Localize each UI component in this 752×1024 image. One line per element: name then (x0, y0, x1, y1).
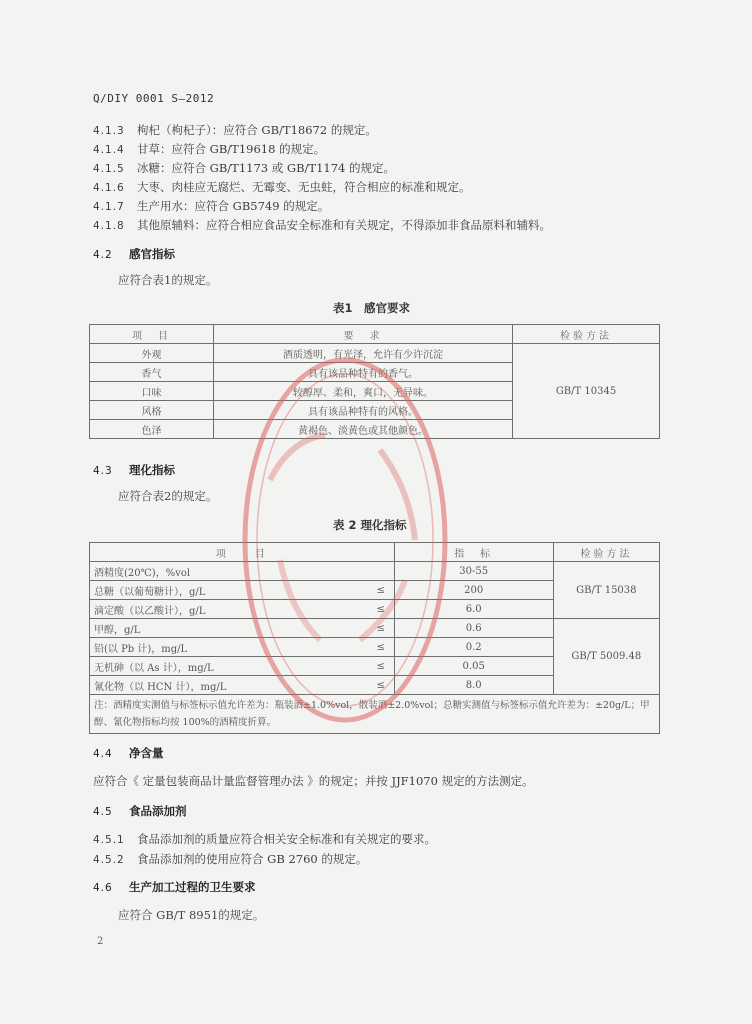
table2-note: 注：酒精度实测值与标签标示值允许差为：瓶装酒±1.0%vol，散装酒±2.0%vol；总糖实测值与标签标示值允许差为：±20g/L；甲醇、氰化物指标均按 100%的酒精度折算。 (90, 695, 660, 734)
table2-symbol-cell: ≤ (368, 676, 395, 695)
table2-method-cell: GB/T 5009.48 (553, 619, 659, 695)
table2-value-cell: 30-55 (394, 562, 553, 581)
table1-cell: 口味 (90, 382, 214, 401)
table2-item-cell: 铅(以 Pb 计)，mg/L (90, 638, 368, 657)
table2-value-cell: 6.0 (394, 600, 553, 619)
table2-symbol-cell: ≤ (368, 600, 395, 619)
table2-value-cell: 0.6 (394, 619, 553, 638)
table1-method-cell: GB/T 10345 (513, 344, 660, 439)
section-4-3-heading: 4.3 理化指标 (93, 463, 175, 477)
section-4-2-paragraph: 应符合表1的规定。 (118, 273, 218, 287)
item-4-5-1: 4.5.1 食品添加剂的质量应符合相关安全标准和有关规定的要求。 (93, 832, 436, 846)
table-row (90, 562, 660, 581)
section-4-3-paragraph: 应符合表2的规定。 (118, 489, 218, 503)
table1-cell: 风格 (90, 401, 214, 420)
table2-header-item: 项 目 (90, 543, 395, 562)
item-4-1-8: 4.1.8 其他原辅料：应符合相应食品安全标准和有关规定，不得添加非食品原料和辅料。 (93, 218, 551, 232)
table2-method-cell: GB/T 15038 (553, 562, 659, 619)
table1-header-method: 检验方法 (513, 325, 660, 344)
section-4-6-paragraph: 应符合 GB/T 8951的规定。 (118, 908, 265, 922)
table-row (90, 344, 660, 363)
table2-item-cell: 无机砷（以 As 计），mg/L (90, 657, 368, 676)
table2-item-cell: 甲醇，g/L (90, 619, 368, 638)
table2-symbol-cell: ≤ (368, 581, 395, 600)
table2-header-index: 指 标 (394, 543, 553, 562)
table2-symbol-cell: ≤ (368, 657, 395, 676)
item-4-1-3: 4.1.3 枸杞（枸杞子）：应符合 GB/T18672 的规定。 (93, 123, 377, 137)
physicochemical-table (89, 542, 660, 734)
table2-value-cell: 200 (394, 581, 553, 600)
table2-note-row (90, 695, 660, 734)
section-4-5-heading: 4.5 食品添加剂 (93, 804, 187, 818)
standard-code-header: Q/DIY 0001 S—2012 (93, 92, 215, 105)
table-row (90, 619, 660, 638)
page-number: 2 (97, 936, 104, 947)
section-4-6-heading: 4.6 生产加工过程的卫生要求 (93, 880, 256, 894)
table1-cell: 具有该品种特有的风格。 (214, 401, 513, 420)
item-4-1-5: 4.1.5 冰糖：应符合 GB/T1173 或 GB/T1174 的规定。 (93, 161, 396, 175)
item-4-1-6: 4.1.6 大枣、肉桂应无腐烂、无霉变、无虫蛀，符合相应的标准和规定。 (93, 180, 471, 194)
item-4-1-4: 4.1.4 甘草：应符合 GB/T19618 的规定。 (93, 142, 326, 156)
table1-header-requirement: 要 求 (214, 325, 513, 344)
item-4-1-7: 4.1.7 生产用水：应符合 GB5749 的规定。 (93, 199, 330, 213)
table1-cell: 具有该品种特有的香气。 (214, 363, 513, 382)
table1-cell: 黄褐色、淡黄色或其他颜色。 (214, 420, 513, 439)
table1-cell: 酒质透明，有光泽，允许有少许沉淀 (214, 344, 513, 363)
section-4-4-paragraph: 应符合《 定量包装商品计量监督管理办法 》的规定；并按 JJF1070 规定的方法测定。 (93, 774, 534, 788)
section-4-4-heading: 4.4 净含量 (93, 746, 164, 760)
table2-item-cell: 滴定酸（以乙酸计），g/L (90, 600, 368, 619)
table1-cell: 香气 (90, 363, 214, 382)
table2-value-cell: 8.0 (394, 676, 553, 695)
sensory-table (89, 324, 660, 439)
table2-header-method: 检验方法 (553, 543, 659, 562)
table2-item-cell: 氰化物（以 HCN 计），mg/L (90, 676, 368, 695)
table2-item-cell: 酒精度(20℃)，%vol (90, 562, 368, 581)
table1-cell: 外观 (90, 344, 214, 363)
table1-header-item: 项 目 (90, 325, 214, 344)
table2-item-cell: 总糖（以葡萄糖计），g/L (90, 581, 368, 600)
item-4-5-2: 4.5.2 食品添加剂的使用应符合 GB 2760 的规定。 (93, 852, 368, 866)
table1-caption: 表1 感官要求 (333, 301, 411, 315)
table1-cell: 色泽 (90, 420, 214, 439)
table2-symbol-cell: ≤ (368, 619, 395, 638)
table2-value-cell: 0.05 (394, 657, 553, 676)
table1-cell: 较醇厚、柔和，爽口，无异味。 (214, 382, 513, 401)
table2-symbol-cell (368, 562, 395, 581)
table2-symbol-cell: ≤ (368, 638, 395, 657)
table2-value-cell: 0.2 (394, 638, 553, 657)
section-4-2-heading: 4.2 感官指标 (93, 247, 175, 261)
table2-caption: 表 2 理化指标 (333, 518, 407, 532)
